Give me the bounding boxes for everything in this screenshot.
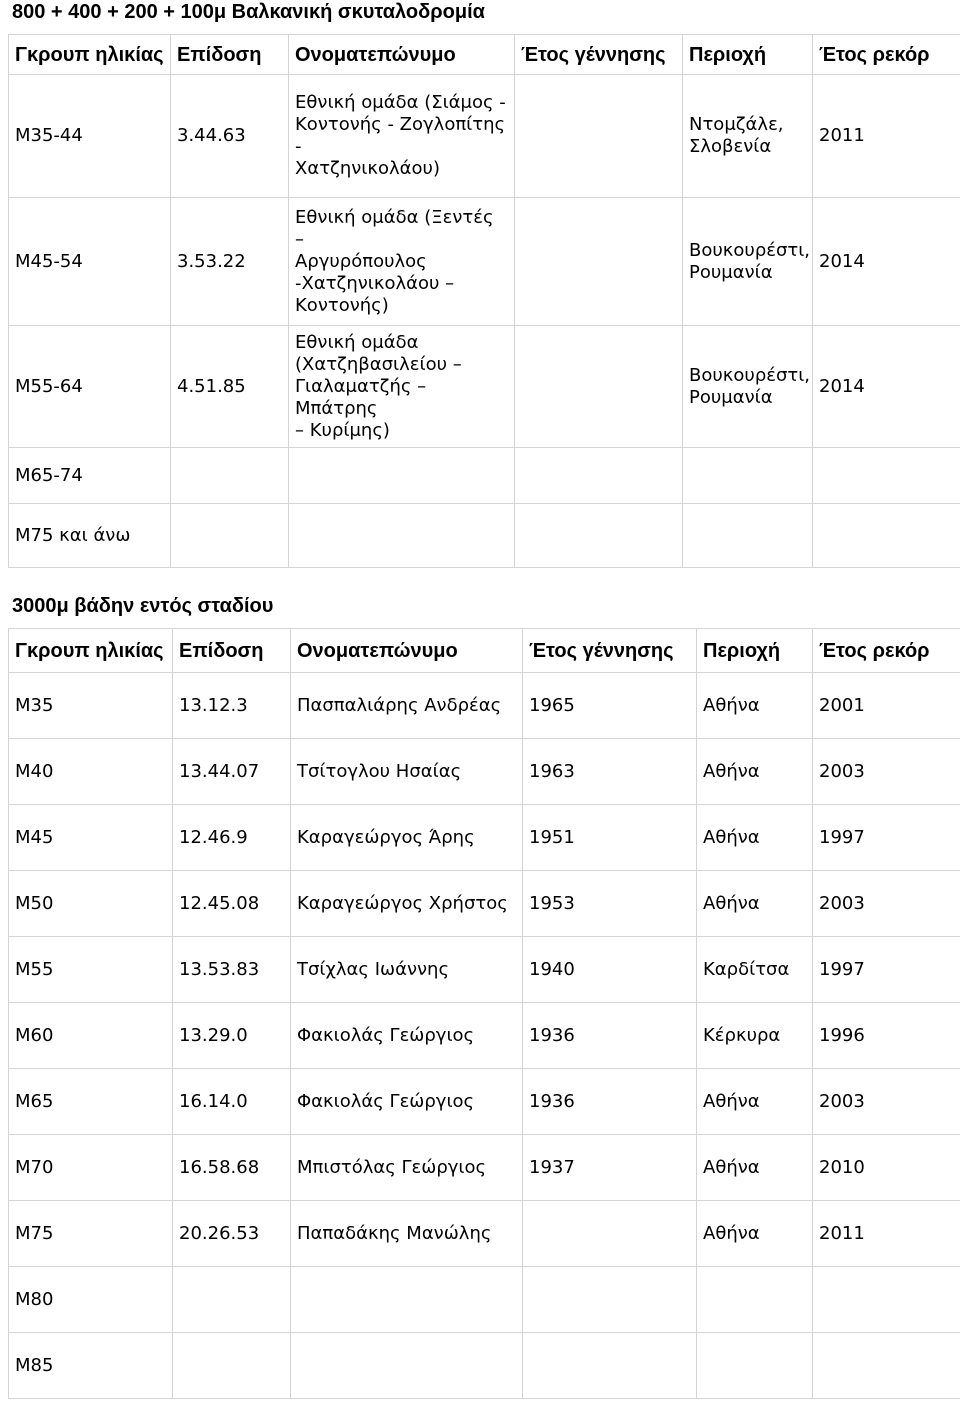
steeple-group-cell: M50: [9, 871, 173, 937]
relay-area-cell: [683, 504, 813, 568]
steeple-row: [9, 739, 960, 805]
relay-header-birth-year: Έτος γέννησης: [515, 35, 683, 75]
relay-area-line: Ρουμανία: [689, 261, 773, 283]
relay-name-line: Εθνική ομάδα: [295, 331, 419, 353]
steeple-records-table: [8, 628, 960, 1399]
relay-performance-cell: [171, 448, 289, 504]
steeple-record-year-cell: 1997: [813, 805, 960, 871]
steeple-birth-year-cell: 1951: [523, 805, 697, 871]
relay-records-table: [8, 34, 960, 568]
steeple-record-year-cell: 2001: [813, 673, 960, 739]
relay-birth-year-cell: [515, 448, 683, 504]
steeple-birth-year-cell: [523, 1267, 697, 1333]
relay-area-cell: [683, 75, 813, 198]
relay-birth-year-cell: [515, 198, 683, 326]
steeple-header-group: Γκρουπ ηλικίας: [9, 629, 173, 673]
steeple-name-cell: Καραγεώργος Χρήστος: [291, 871, 523, 937]
relay-area-line: Ρουμανία: [689, 386, 773, 408]
steeple-area-cell: Αθήνα: [697, 739, 813, 805]
steeple-performance-cell: 13.44.07: [173, 739, 291, 805]
steeple-birth-year-cell: 1965: [523, 673, 697, 739]
steeple-group-cell: M40: [9, 739, 173, 805]
steeple-header-row: [9, 629, 960, 673]
relay-header-name: Ονοματεπώνυμο: [289, 35, 515, 75]
steeple-record-year-cell: 2010: [813, 1135, 960, 1201]
relay-name-line: Εθνική ομάδα (Ξεντές –: [295, 206, 494, 250]
relay-record-year-cell: 2014: [813, 326, 960, 448]
steeple-area-cell: Κέρκυρα: [697, 1003, 813, 1069]
steeple-birth-year-cell: 1937: [523, 1135, 697, 1201]
relay-name-cell: [289, 198, 515, 326]
relay-group-cell: M45-54: [9, 198, 171, 326]
steeple-name-cell: [291, 1333, 523, 1399]
relay-area-cell: [683, 326, 813, 448]
relay-header-area: Περιοχή: [683, 35, 813, 75]
relay-record-year-cell: [813, 504, 960, 568]
relay-name-cell: [289, 448, 515, 504]
steeple-name-cell: Τσίχλας Ιωάννης: [291, 937, 523, 1003]
steeple-performance-cell: 16.58.68: [173, 1135, 291, 1201]
steeple-name-cell: Τσίτογλου Ησαίας: [291, 739, 523, 805]
relay-row: [9, 75, 960, 198]
relay-record-year-cell: 2011: [813, 75, 960, 198]
steeple-header-area: Περιοχή: [697, 629, 813, 673]
steeple-group-cell: M45: [9, 805, 173, 871]
relay-name-line: Κοντονής - Ζογλοπίτης -: [295, 114, 506, 157]
steeple-row: [9, 937, 960, 1003]
relay-group-cell: M55-64: [9, 326, 171, 448]
steeple-row: [9, 1267, 960, 1333]
steeple-row: [9, 1333, 960, 1399]
relay-record-year-cell: [813, 448, 960, 504]
steeple-performance-cell: 16.14.0: [173, 1069, 291, 1135]
steeple-area-cell: Αθήνα: [697, 1069, 813, 1135]
relay-area-cell: [683, 448, 813, 504]
relay-name-line: Γιαλαματζής – Μπάτρης: [295, 375, 427, 419]
relay-area-line: Βουκουρέστι,: [689, 239, 811, 261]
steeple-record-year-cell: [813, 1267, 960, 1333]
steeple-row: [9, 673, 960, 739]
steeple-birth-year-cell: 1936: [523, 1003, 697, 1069]
steeple-header-record-year: Έτος ρεκόρ: [813, 629, 960, 673]
relay-name-cell: [289, 75, 515, 198]
steeple-performance-cell: 12.46.9: [173, 805, 291, 871]
relay-birth-year-cell: [515, 504, 683, 568]
relay-header-group: Γκρουπ ηλικίας: [9, 35, 171, 75]
relay-area-line: Βουκουρέστι,: [689, 364, 811, 386]
steeple-area-cell: [697, 1333, 813, 1399]
relay-area-cell: [683, 198, 813, 326]
steeple-performance-cell: 20.26.53: [173, 1201, 291, 1267]
relay-title: 800 + 400 + 200 + 100μ Βαλκανική σκυταλοδρομία: [12, 1, 485, 23]
relay-performance-cell: 4.51.85: [171, 326, 289, 448]
steeple-birth-year-cell: 1936: [523, 1069, 697, 1135]
steeple-area-cell: Αθήνα: [697, 1135, 813, 1201]
relay-header-performance: Επίδοση: [171, 35, 289, 75]
steeple-group-cell: M85: [9, 1333, 173, 1399]
steeple-header-name: Ονοματεπώνυμο: [291, 629, 523, 673]
steeple-performance-cell: [173, 1333, 291, 1399]
relay-name-line: – Κυρίμης): [295, 419, 390, 441]
relay-group-cell: M65-74: [9, 448, 171, 504]
relay-area-line: Σλοβενία: [689, 136, 772, 157]
steeple-name-cell: [291, 1267, 523, 1333]
steeple-row: [9, 1201, 960, 1267]
steeple-birth-year-cell: 1940: [523, 937, 697, 1003]
steeple-title: 3000μ βάδην εντός σταδίου: [12, 595, 274, 617]
relay-performance-cell: 3.53.22: [171, 198, 289, 326]
relay-header-row: [9, 35, 960, 75]
relay-group-cell: M35-44: [9, 75, 171, 198]
relay-name-line: Κοντονής): [295, 294, 389, 316]
steeple-area-cell: Αθήνα: [697, 805, 813, 871]
relay-name-cell: [289, 326, 515, 448]
steeple-record-year-cell: 2003: [813, 1069, 960, 1135]
steeple-area-cell: [697, 1267, 813, 1333]
steeple-header-performance: Επίδοση: [173, 629, 291, 673]
relay-group-cell: M75 και άνω: [9, 504, 171, 568]
steeple-area-cell: Αθήνα: [697, 871, 813, 937]
steeple-header-birth-year: Έτος γέννησης: [523, 629, 697, 673]
steeple-row: [9, 871, 960, 937]
steeple-group-cell: M35: [9, 673, 173, 739]
steeple-record-year-cell: 2011: [813, 1201, 960, 1267]
relay-birth-year-cell: [515, 326, 683, 448]
steeple-record-year-cell: 1996: [813, 1003, 960, 1069]
relay-row: [9, 198, 960, 326]
steeple-performance-cell: [173, 1267, 291, 1333]
steeple-name-cell: Πασπαλιάρης Ανδρέας: [291, 673, 523, 739]
relay-birth-year-cell: [515, 75, 683, 198]
steeple-group-cell: M70: [9, 1135, 173, 1201]
relay-header-record-year: Έτος ρεκόρ: [813, 35, 960, 75]
steeple-row: [9, 1003, 960, 1069]
steeple-name-cell: Φακιολάς Γεώργιος: [291, 1069, 523, 1135]
relay-name-line: Αργυρόπουλος: [295, 250, 427, 272]
relay-name-cell: [289, 504, 515, 568]
steeple-record-year-cell: 1997: [813, 937, 960, 1003]
steeple-row: [9, 805, 960, 871]
steeple-name-cell: Παπαδάκης Μανώλης: [291, 1201, 523, 1267]
steeple-performance-cell: 13.12.3: [173, 673, 291, 739]
steeple-area-cell: Καρδίτσα: [697, 937, 813, 1003]
steeple-name-cell: Καραγεώργος Άρης: [291, 805, 523, 871]
relay-row: [9, 326, 960, 448]
relay-name-line: Εθνική ομάδα (Σιάμος -: [295, 92, 506, 113]
steeple-record-year-cell: 2003: [813, 871, 960, 937]
steeple-row: [9, 1135, 960, 1201]
steeple-birth-year-cell: [523, 1333, 697, 1399]
steeple-birth-year-cell: 1963: [523, 739, 697, 805]
steeple-record-year-cell: 2003: [813, 739, 960, 805]
steeple-area-cell: Αθήνα: [697, 673, 813, 739]
relay-name-line: (Χατζηβασιλείου –: [295, 353, 462, 375]
steeple-group-cell: M75: [9, 1201, 173, 1267]
relay-performance-cell: [171, 504, 289, 568]
steeple-area-cell: Αθήνα: [697, 1201, 813, 1267]
relay-record-year-cell: 2014: [813, 198, 960, 326]
steeple-group-cell: M80: [9, 1267, 173, 1333]
steeple-group-cell: M65: [9, 1069, 173, 1135]
steeple-performance-cell: 12.45.08: [173, 871, 291, 937]
relay-name-line: -Χατζηνικολάου –: [295, 272, 455, 294]
steeple-name-cell: Φακιολάς Γεώργιος: [291, 1003, 523, 1069]
steeple-performance-cell: 13.53.83: [173, 937, 291, 1003]
steeple-name-cell: Μπιστόλας Γεώργιος: [291, 1135, 523, 1201]
steeple-group-cell: M60: [9, 1003, 173, 1069]
relay-name-line: Χατζηνικολάου): [295, 158, 440, 179]
steeple-row: [9, 1069, 960, 1135]
relay-row: [9, 504, 960, 568]
steeple-birth-year-cell: 1953: [523, 871, 697, 937]
steeple-performance-cell: 13.29.0: [173, 1003, 291, 1069]
relay-area-line: Ντομζάλε,: [689, 114, 784, 135]
steeple-group-cell: M55: [9, 937, 173, 1003]
relay-row: [9, 448, 960, 504]
steeple-record-year-cell: [813, 1333, 960, 1399]
steeple-birth-year-cell: [523, 1201, 697, 1267]
relay-performance-cell: 3.44.63: [171, 75, 289, 198]
